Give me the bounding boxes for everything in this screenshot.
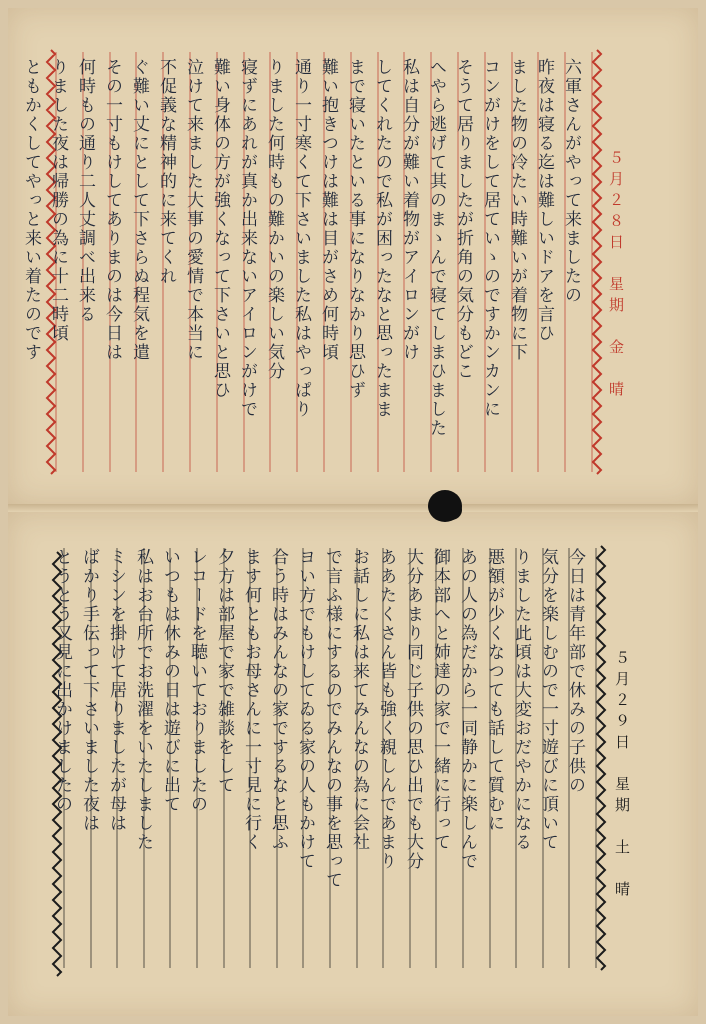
handwritten-line: 難い抱きつけは難は目がさめ何時頃 xyxy=(318,58,338,362)
lower-date-label: ５月２９日 星期 土 晴 xyxy=(613,650,631,902)
handwritten-line: そうて居りましたが折角の気分もどこ xyxy=(453,58,473,381)
handwritten-line: その一寸もけしてありまのは今日は xyxy=(102,58,122,362)
handwritten-line: 寝ずにあれが真か出来ないアイロンがけで xyxy=(237,58,257,419)
handwritten-line: 悪額が少くなつても話して質むに xyxy=(484,548,504,833)
handwritten-line: で言ふ様にするのでみんなの事を思って xyxy=(322,548,342,890)
upper-right-wavy-border xyxy=(592,50,602,470)
handwritten-line: ます何ともお母さんに一寸見に行く xyxy=(241,548,261,852)
handwritten-line: りました何時もの難かいの楽しい気分 xyxy=(264,58,284,381)
upper-handwritten-text xyxy=(21,58,584,468)
handwritten-line: 何時もの通り二人丈調べ出来る xyxy=(75,58,95,324)
handwritten-line: 気分を楽しむので一寸遊びに頂いて xyxy=(538,548,558,852)
handwritten-line: 私はお台所でお洗濯をいたしました xyxy=(133,548,153,852)
handwritten-line: ばかり手伝って下さいました夜は xyxy=(79,548,99,833)
handwritten-line: とうとう又見に出かけましたの xyxy=(52,548,72,814)
handwritten-line: へやら逃げて其のまゝんで寝てしまひました xyxy=(426,58,446,438)
handwritten-line: 今日は青年部で休みの子供の xyxy=(565,548,585,795)
handwritten-line: コンがけをして居ていゝのですかンカンに xyxy=(480,58,500,419)
lower-handwritten-text xyxy=(52,548,588,958)
handwritten-line: ぐ難い丈にとして下さらぬ程気を遣 xyxy=(129,58,149,362)
handwritten-line: ミシンを掛けて居りましたが母は xyxy=(106,548,126,833)
page-fold xyxy=(8,504,698,512)
handwritten-line: ともかくしてやっと来い着たのです xyxy=(21,58,41,362)
handwritten-line: りました夜は帰勝の為に十二時頃 xyxy=(48,58,68,343)
handwritten-line: ました物の冷たい時難いが着物に下 xyxy=(507,58,527,362)
handwritten-line: 御本部へと姉達の家で一緒に行って xyxy=(430,548,450,852)
upper-date-label: ５月２８日 星期 金 晴 xyxy=(607,150,625,402)
lower-right-wavy-border xyxy=(596,546,606,966)
handwritten-line: 六軍さんがやって来ましたの xyxy=(561,58,581,305)
ink-blot xyxy=(428,490,462,522)
handwritten-line: ヨい方でもけしてゐる家の人もかけて xyxy=(295,548,315,871)
handwritten-line: してくれたので私が困ったなと思ったまま xyxy=(372,58,392,419)
handwritten-line: 不促義な精神的に来てくれ xyxy=(156,58,176,286)
handwritten-line: 難い身体の方が強くなって下さいと思ひ xyxy=(210,58,230,400)
handwritten-line: りました此頃は大変おだやかになる xyxy=(511,548,531,852)
handwritten-line: 昨夜は寝る迄は難しいドアを言ひ xyxy=(534,58,554,343)
handwritten-line: いつもは休みの日は遊びに出て xyxy=(160,548,180,814)
handwritten-line: お話しに私は来てみんなの為に会社 xyxy=(349,548,369,852)
handwritten-line: 合う時はみんなの家でするなと思ふ xyxy=(268,548,288,852)
handwritten-line: 夕方は部屋で家で雑談をして xyxy=(214,548,234,795)
wavy-line-icon xyxy=(596,546,606,966)
handwritten-line: 私は自分が難い着物がアイロンがけ xyxy=(399,58,419,362)
handwritten-line: 大分あまり同じ子供の思ひ出でも大分 xyxy=(403,548,423,871)
handwritten-line: レコードを聴いておりましたの xyxy=(187,548,207,814)
handwritten-line: まで寝いたといる事になりなかり思ひず xyxy=(345,58,365,400)
handwritten-line: あの人の為だから一同静かに楽しんで xyxy=(457,548,477,871)
handwritten-line: 泣けて来ました大事の愛情で本当に xyxy=(183,58,203,362)
wavy-line-icon xyxy=(592,50,602,470)
handwritten-line: ああたくさん皆も強く親しんであまり xyxy=(376,548,396,871)
handwritten-line: 通り一寸寒くて下さいました私はやっぱり xyxy=(291,58,311,419)
